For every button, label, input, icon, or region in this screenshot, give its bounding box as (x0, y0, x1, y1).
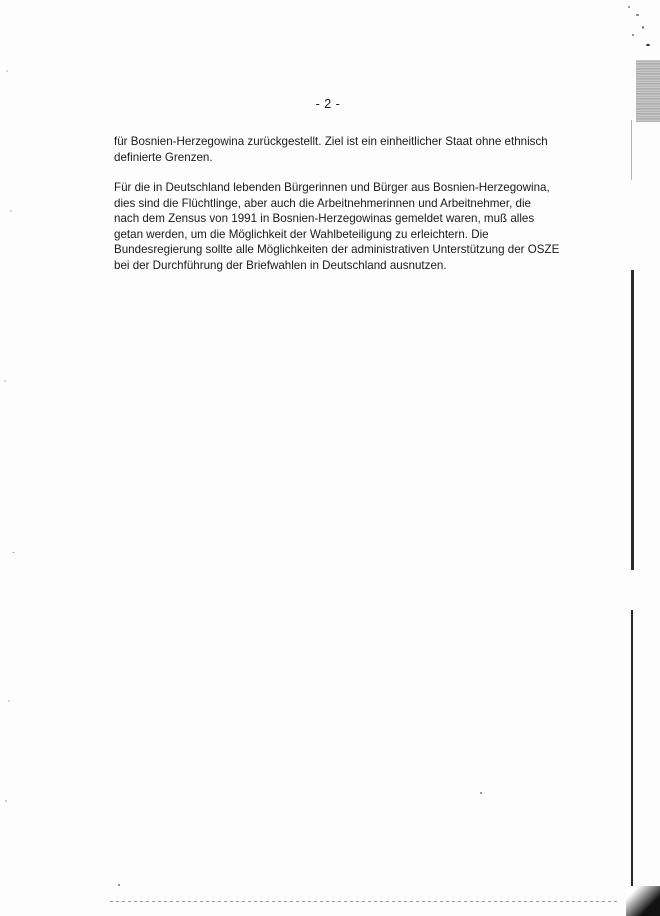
scan-corner-bottom (626, 886, 660, 916)
scan-speck (8, 700, 10, 702)
scan-speck (12, 552, 15, 553)
paragraph-1 (114, 134, 554, 165)
text-line: dies sind die Flüchtlinge, aber auch die Arbeitnehmerinnen und Arbeitnehmer, die (114, 196, 532, 210)
scan-edge-line (631, 120, 632, 180)
scan-left-noise (0, 0, 20, 916)
scan-speck (6, 70, 8, 72)
text-line: nach dem Zensus von 1991 in Bosnien-Herzegowinas gemeldet waren, muß alles (114, 212, 535, 226)
paragraph-2 (114, 180, 560, 274)
scan-speck (5, 800, 7, 802)
page-number: - 2 - (315, 97, 341, 111)
text-line: Für die in Deutschland lebenden Bürgerinnen und Bürger aus Bosnien-Herzegowina, (114, 181, 550, 194)
scan-edge (632, 0, 660, 916)
scan-speck (642, 26, 644, 29)
scan-speck (10, 210, 12, 212)
scan-edge-shadow (631, 610, 633, 910)
scan-speck (480, 792, 482, 794)
text-line: bei der Durchführung der Briefwahlen in Deutschland ausnutzen. (114, 258, 447, 272)
text-line: Bundesregierung sollte alle Möglichkeiten der administrativen Unterstützung der OSZE (114, 243, 560, 257)
scan-speck (646, 44, 650, 46)
scan-speck (632, 34, 634, 36)
scan-speck (636, 14, 639, 16)
scan-speck (118, 884, 120, 886)
text-line: getan werden, um die Möglichkeit der Wahlbeteiligung zu erleichtern. Die (114, 227, 489, 241)
scan-edge-shadow (631, 270, 634, 570)
text-line: für Bosnien-Herzegowina zurückgestellt. Ziel ist ein einheitlicher Staat ohne ethnisch (114, 135, 548, 148)
scan-speck (628, 6, 630, 8)
scan-corner-top (624, 0, 654, 56)
scan-speck (4, 380, 6, 382)
scan-edge-strip (636, 60, 660, 122)
scan-bottom-line (110, 901, 620, 902)
text-line: definierte Grenzen. (114, 150, 213, 164)
